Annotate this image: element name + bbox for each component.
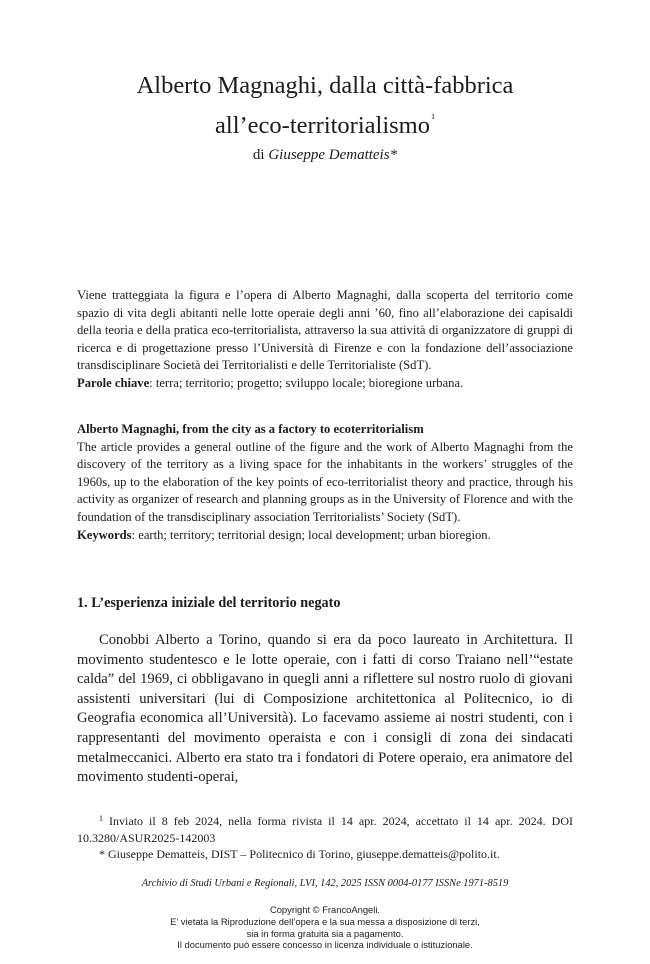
journal-citation: Archivio di Studi Urbani e Regionali, LVI, 142, 2025 ISSN 0004-0177 ISSNe 1971-8519 bbox=[141, 878, 509, 889]
copyright-line-3: sia in forma gratuita sia a pagamento. bbox=[246, 927, 404, 939]
footnote-1-text: Inviato il 8 feb 2024, nella forma rivista il 14 apr. 2024, accettato il 14 apr. 2024. DOI 10.3280/ASUR2025-142003 bbox=[77, 814, 573, 845]
abstract-it-text: Viene tratteggiata la figura e l’opera di Alberto Magnaghi, dalla scoperta del territorio come spazio di vita degli abitanti nelle lotte operaie degli anni ’60, fino all’elaborazione dei capisaldi della teoria e della pratica eco-territorialista, attraverso la sua attività di organizzatore di gruppi di ricerca e di progettazione presso l’Università di Firenze e con la fondazione dell’associazione transdisciplinare Società dei Territorialisti e delle Territorialiste (SdT). bbox=[77, 288, 573, 373]
author-prefix: di bbox=[252, 147, 265, 163]
footnotes bbox=[77, 811, 573, 863]
abstract-en-text: The article provides a general outline of the figure and the work of Alberto Magnaghi from the discovery of the territory as a living space for the inhabitants in the workers’ struggles of the 1960s, up to the elaboration of the key points of eco-territorialist theory and practice, through his activity as organizer of research and planning groups as in the University of Florence and with the foundation of the transdisciplinary association Territorialists’ Society (SdT). bbox=[77, 439, 573, 524]
footnote-1 bbox=[77, 811, 573, 846]
keywords-it-label: Parole chiave bbox=[77, 375, 150, 390]
title-line-2: all’eco-territorialismo bbox=[215, 112, 430, 139]
keywords-it-text: : terra; territorio; progetto; sviluppo locale; bioregione urbana. bbox=[149, 375, 464, 390]
footnote-author bbox=[77, 846, 573, 863]
abstract-en-title: Alberto Magnaghi, from the city as a factory to ecoterritorialism bbox=[77, 422, 424, 436]
keywords-en-label: Keywords bbox=[77, 527, 132, 542]
footnote-author-marker: * bbox=[99, 847, 105, 861]
body-paragraph: Conobbi Alberto a Torino, quando si era da poco laureato in Architettura. Il movimento studentesco e le lotte operaie, con i fatti di corso Traiano nell’“estate calda” del 1969, ci obbligavano in quegli anni a riflettere sul nostro ruolo di giovani assistenti universitari (lui di Composizione architettonica al Politecnico, io di Geografia economica all’Università). Lo facevamo assieme ai nostri studenti, con i rappresentanti del movimento operaista e con i consigli di zona dei sindacati metalmeccanici. Alberto era stato tra i fondatori di Potere operaio, era animatore del movimento studenti-operai, bbox=[77, 632, 573, 786]
title-footnote-ref: 1 bbox=[430, 112, 435, 121]
abstract-italian bbox=[77, 287, 573, 393]
author-line bbox=[0, 147, 650, 164]
copyright-notice bbox=[0, 904, 650, 951]
abstract-english bbox=[77, 421, 573, 544]
section-heading: 1. L’esperienza iniziale del territorio negato bbox=[77, 595, 341, 611]
copyright-line-1: Copyright © FrancoAngeli. bbox=[269, 904, 381, 915]
keywords-en-text: : earth; territory; territorial design; local development; urban bioregion. bbox=[131, 527, 491, 542]
author-name: Giuseppe Dematteis* bbox=[268, 147, 398, 163]
title-line-1: Alberto Magnaghi, dalla città-fabbrica bbox=[136, 72, 514, 99]
copyright-line-4: Il documento può essere concesso in licenza individuale o istituzionale. bbox=[177, 939, 473, 951]
copyright-line-2: E’ vietata la Riproduzione dell’opera e la sua messa a disposizione di terzi, bbox=[170, 915, 480, 927]
article-title bbox=[0, 70, 650, 141]
footnote-author-text: Giuseppe Dematteis, DIST – Politecnico di Torino, giuseppe.dematteis@polito.it. bbox=[108, 847, 500, 861]
footnote-1-number: 1 bbox=[99, 814, 103, 823]
